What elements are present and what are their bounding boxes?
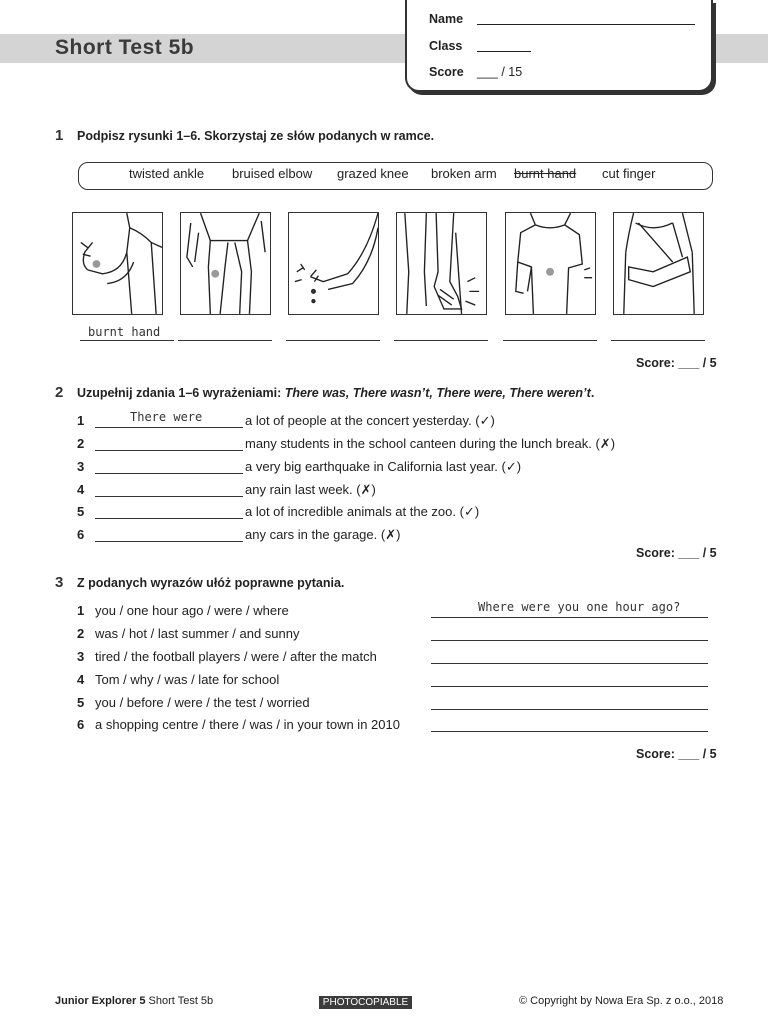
- word-grazed-knee: grazed knee: [337, 166, 409, 181]
- exercise-3-answer: Where were you one hour ago?: [478, 600, 681, 614]
- exercise-3-answer-line[interactable]: [431, 663, 708, 664]
- exercise-3-instruction: Z podanych wyrazów ułóż poprawne pytania.: [77, 576, 345, 590]
- exercise-2-instruction: [77, 386, 594, 400]
- exercise-3-score: Score: ___ / 5: [636, 747, 717, 761]
- exercise-2-sentence: a very big earthquake in California last year. (✓): [245, 459, 522, 474]
- twisted-ankle-picture: [396, 212, 487, 315]
- exercise-3-prompt: tired / the football players / were / after the match: [95, 649, 377, 664]
- footer-book-title: Junior Explorer 5: [55, 995, 146, 1007]
- exercise-1-score: Score: ___ / 5: [636, 356, 717, 370]
- word-cut-finger: cut finger: [602, 166, 656, 181]
- exercise-2-sentence: a lot of incredible animals at the zoo. (✓): [245, 504, 480, 519]
- total-score: ___ / 15: [477, 65, 523, 79]
- exercise-2-item-number: 1: [77, 413, 85, 428]
- bruised-elbow-picture: [505, 212, 596, 315]
- exercise-3-answer-line[interactable]: [431, 640, 708, 641]
- word-burnt-hand-crossed: burnt hand: [514, 166, 577, 181]
- exercise-2-item-number: 3: [77, 459, 85, 474]
- exercise-2-item-number: 6: [77, 527, 85, 542]
- page-title: Short Test 5b: [55, 36, 195, 59]
- exercise-3-prompt: Tom / why / was / late for school: [95, 672, 280, 687]
- exercise-2-answer-gap[interactable]: [95, 541, 243, 542]
- student-info-box: [405, 0, 713, 92]
- name-field[interactable]: [477, 24, 695, 25]
- picture-3-answer-line[interactable]: [286, 340, 380, 341]
- score-label: Score: [429, 65, 464, 79]
- exercise-3-prompt: you / one hour ago / were / where: [95, 603, 289, 618]
- word-bruised-elbow: bruised elbow: [232, 166, 313, 181]
- picture-2-answer-line[interactable]: [178, 340, 272, 341]
- word-broken-arm: broken arm: [431, 166, 497, 181]
- exercise-1-instruction: Podpisz rysunki 1–6. Skorzystaj ze słów podanych w ramce.: [77, 129, 435, 143]
- footer-book-info: [55, 995, 213, 1007]
- exercise-2-sentence: a lot of people at the concert yesterday. (✓): [245, 413, 495, 428]
- exercise-3-answer-line[interactable]: [431, 709, 708, 710]
- exercise-2-sentence: any rain last week. (✗): [245, 482, 376, 497]
- exercise-2-answer-gap[interactable]: [95, 450, 243, 451]
- class-field[interactable]: [477, 51, 531, 52]
- burnt-hand-picture: [72, 212, 163, 315]
- exercise-2-expressions: There was, There wasn’t, There were, There weren’t: [284, 386, 591, 400]
- exercise-2-answer-gap[interactable]: [95, 496, 243, 497]
- exercise-2-answer-gap[interactable]: [95, 427, 243, 428]
- exercise-2-answer-gap[interactable]: [95, 473, 243, 474]
- exercise-3-prompt: a shopping centre / there / was / in your town in 2010: [95, 717, 400, 732]
- exercise-3-answer-line[interactable]: [431, 731, 708, 732]
- exercise-3-item-number: 1: [77, 603, 85, 618]
- exercise-1-number: 1: [55, 127, 64, 144]
- exercise-3-answer-line[interactable]: [431, 686, 708, 687]
- exercise-2-score: Score: ___ / 5: [636, 546, 717, 560]
- exercise-3-prompt: was / hot / last summer / and sunny: [95, 626, 300, 641]
- exercise-3-number: 3: [55, 574, 64, 591]
- grazed-knee-picture: [180, 212, 271, 315]
- exercise-2-answer-gap[interactable]: [95, 518, 243, 519]
- footer-test-name: Short Test 5b: [148, 995, 214, 1007]
- exercise-3-answer-line[interactable]: [431, 617, 708, 618]
- picture-1-answer-line[interactable]: [80, 340, 174, 341]
- exercise-2-answer: There were: [130, 410, 203, 424]
- broken-arm-picture: [613, 212, 704, 315]
- exercise-2-item-number: 5: [77, 504, 85, 519]
- picture-5-answer-line[interactable]: [503, 340, 597, 341]
- exercise-2-item-number: 4: [77, 482, 85, 497]
- picture-6-answer-line[interactable]: [611, 340, 705, 341]
- class-label: Class: [429, 39, 463, 53]
- picture-1-answer: burnt hand: [88, 325, 161, 339]
- exercise-3-prompt: you / before / were / the test / worried: [95, 695, 310, 710]
- word-twisted-ankle: twisted ankle: [129, 166, 205, 181]
- exercise-2-instruction-end: .: [590, 386, 595, 400]
- exercise-2-item-number: 2: [77, 436, 85, 451]
- exercise-2-instruction-text: Uzupełnij zdania 1–6 wyrażeniami:: [77, 386, 285, 400]
- picture-4-answer-line[interactable]: [394, 340, 488, 341]
- exercise-2-sentence: any cars in the garage. (✗): [245, 527, 401, 542]
- exercise-2-number: 2: [55, 384, 64, 401]
- exercise-3-item-number: 5: [77, 695, 85, 710]
- name-label: Name: [429, 12, 464, 26]
- exercise-3-item-number: 3: [77, 649, 85, 664]
- exercise-2-sentence: many students in the school canteen during the lunch break. (✗): [245, 436, 616, 451]
- photocopiable-badge: PHOTOCOPIABLE: [319, 996, 412, 1009]
- exercise-3-item-number: 4: [77, 672, 85, 687]
- exercise-3-item-number: 6: [77, 717, 85, 732]
- exercise-3-item-number: 2: [77, 626, 85, 641]
- footer-copyright: © Copyright by Nowa Era Sp. z o.o., 2018: [519, 995, 724, 1007]
- cut-finger-picture: [288, 212, 379, 315]
